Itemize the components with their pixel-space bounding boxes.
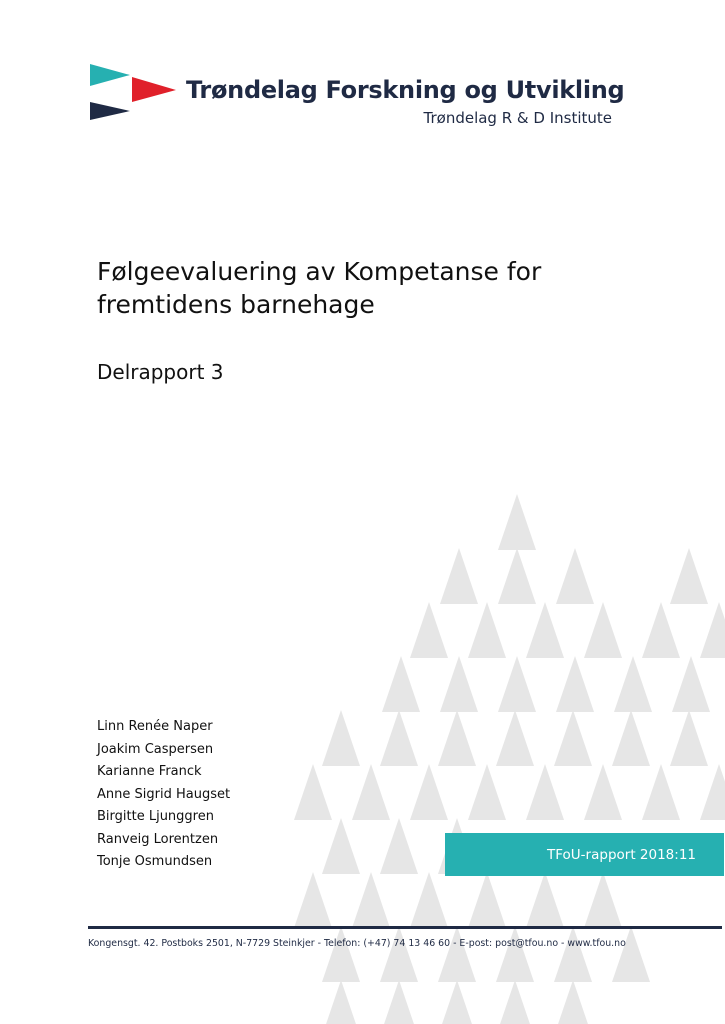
- triangle-shape: [556, 656, 594, 712]
- document-title: Følgeevaluering av Kompetanse for fremtidens barnehage: [97, 257, 542, 319]
- logo-mark-icon: [88, 64, 178, 122]
- triangle-shape: [584, 872, 622, 928]
- triangle-shape: [554, 980, 592, 1024]
- triangle-shape: [410, 872, 448, 928]
- triangle-shape: [526, 764, 564, 820]
- author-name: Tonje Osmundsen: [97, 854, 213, 869]
- triangle-shape: [380, 818, 418, 874]
- triangle-shape: [526, 602, 564, 658]
- triangle-shape: [440, 656, 478, 712]
- org-name: Trøndelag Forskning og Utvikling: [186, 76, 625, 104]
- triangle-shape: [468, 602, 506, 658]
- triangle-shape: [554, 710, 592, 766]
- triangle-shape: [496, 926, 534, 982]
- triangle-shape: [468, 872, 506, 928]
- triangle-shape: [380, 710, 418, 766]
- triangle-shape: [526, 872, 564, 928]
- triangle-shape: [468, 764, 506, 820]
- triangle-shape: [496, 710, 534, 766]
- triangle-shape: [612, 926, 650, 982]
- triangle-shape: [584, 602, 622, 658]
- author-name: Karianne Franck: [97, 764, 202, 779]
- triangle-shape: [498, 548, 536, 604]
- author-list: [97, 716, 230, 874]
- triangle-shape: [498, 494, 536, 550]
- triangle-shape: [438, 926, 476, 982]
- triangle-shape: [382, 656, 420, 712]
- report-number: TFoU-rapport 2018:11: [547, 846, 696, 863]
- triangle-shape: [410, 764, 448, 820]
- triangle-shape: [322, 980, 360, 1024]
- author-name: Ranveig Lorentzen: [97, 831, 219, 847]
- triangle-shape: [670, 710, 708, 766]
- triangle-shape: [498, 656, 536, 712]
- author-name: Birgitte Ljunggren: [97, 809, 214, 824]
- triangle-shape: [352, 872, 390, 928]
- document-subtitle: Delrapport 3: [97, 360, 224, 384]
- triangle-shape: [700, 602, 725, 658]
- triangle-shape: [642, 764, 680, 820]
- author-name: Linn Renée Naper: [97, 719, 213, 734]
- triangle-shape: [438, 980, 476, 1024]
- triangle-shape: [380, 980, 418, 1024]
- triangle-shape: [322, 926, 360, 982]
- header-logo: [0, 0, 725, 140]
- triangle-shape: [380, 926, 418, 982]
- triangle-shape: [556, 548, 594, 604]
- triangle-shape: [584, 764, 622, 820]
- author-name: Anne Sigrid Haugset: [97, 786, 231, 802]
- author-name: Joakim Caspersen: [97, 741, 214, 757]
- triangle-shape: [352, 764, 390, 820]
- triangle-shape: [322, 710, 360, 766]
- triangle-shape: [294, 872, 332, 928]
- footer-divider: [88, 926, 722, 929]
- report-number-badge: [445, 833, 724, 876]
- triangle-shape: [322, 818, 360, 874]
- org-subtitle: Trøndelag R & D Institute: [423, 109, 612, 127]
- triangle-shape: [294, 764, 332, 820]
- triangle-shape: [672, 656, 710, 712]
- triangle-shape: [554, 926, 592, 982]
- triangle-shape: [670, 548, 708, 604]
- triangle-shape: [614, 656, 652, 712]
- triangle-shape: [410, 602, 448, 658]
- triangle-shape: [642, 602, 680, 658]
- triangle-shape: [700, 764, 725, 820]
- triangle-shape: [612, 710, 650, 766]
- triangle-shape: [438, 710, 476, 766]
- triangle-shape: [496, 980, 534, 1024]
- triangle-shape: [440, 548, 478, 604]
- footer-contact: Kongensgt. 42. Postboks 2501, N-7729 Steinkjer - Telefon: (+47) 74 13 46 60 - E-post: post@tfou.no - www.tfou.no: [88, 938, 626, 949]
